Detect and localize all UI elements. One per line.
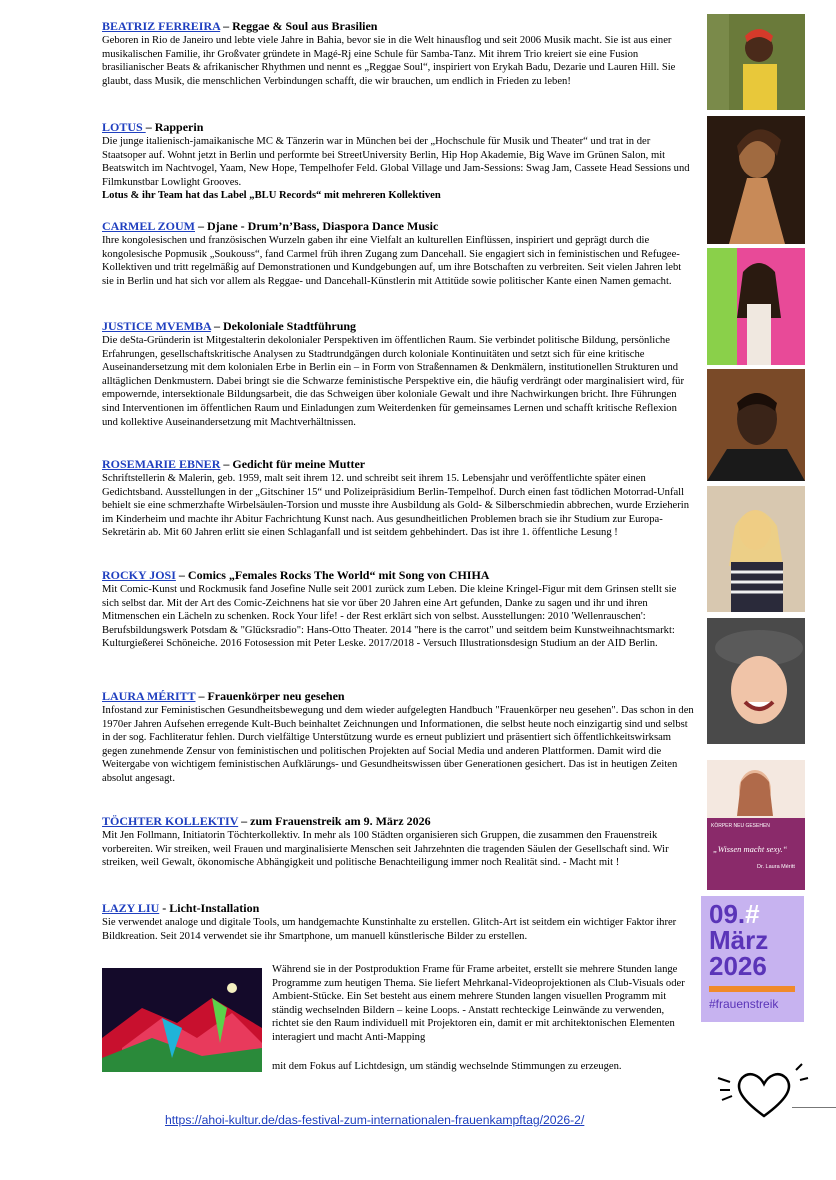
entry-text: Mit Jen Follmann, Initiatorin Töchterkollektiv. In mehr als 100 Städten organisieren sich Gruppen, die zusammen den Frauenstreik vorbereiten. Wir streiken, weil Frauen und marginalisierte Menschen seit Jahrzehnten die tragenden Säulen der Gesellschaft sind. Wir streiken, weil Gewalt, ökonomische Abhängigkeit und politische Benachteiligung immer noch Realität sind. - Macht mit ! <box>102 830 669 869</box>
artist-link[interactable]: TÖCHTER KOLLEKTIV <box>102 814 239 828</box>
entry-title: - Licht-Installation <box>159 901 260 915</box>
entry-title: – Reggae & Soul aus Brasilien <box>220 19 378 33</box>
entry-text: Mit Comic-Kunst und Rockmusik fand Josefine Nulle seit 2001 zurück zum Leben. Die kleine Kringel-Figur mit dem Grinsen stellt sie sich selbst dar. Mit der Art des Comic-Zeichnens hat sie vor über 20 Jahren eine Art gefunden, Danke zu sagen und ihr und ihren Mitmenschen ein Lächeln zu schenken. Rock Your life! - der Rest erklärt sich von selbst. Ausstellungen: 2010 'Wellenrauschen': Berufsbildungswerk Potsdam & "Glücksradio": Hans-Otto Theater. 2014 "here is the carrot" und seitdem beim Kunstweihnachtsmarkt: Kulturgießerei Schöneiche. 2016 Fotosession mit Peter Leske. 2017/2018 - Versuch Illustrationsdesign Studium an der AID Berlin. <box>102 584 677 650</box>
poster-month: März <box>709 925 769 955</box>
book-title: KÖRPER NEU GESEHEN <box>711 823 770 829</box>
entry-lazy <box>102 900 694 943</box>
entry-title: – zum Frauenstreik am 9. März 2026 <box>238 814 431 828</box>
entry-lotus <box>102 119 694 203</box>
frauenstreik-poster <box>701 896 804 1022</box>
photo-rocky <box>707 618 805 744</box>
photo-lotus <box>707 116 805 244</box>
entry-text: Infostand zur Feministischen Gesundheitsbewegung und dem wieder aufgelegten Handbuch "Frauenkörper neu gesehen". Das schon in den 1970er Jahren Aufsehen erregende Kult-Buch beinhaltet Zeichnungen und Informationen, die selbst heute noch einzigartig sind und selbst in der sog. Fachliteratur fehlen. Durch vielfältige Unterstützung wurde es erneut publiziert und präsentiert sich öffentlichkeitswirksam gegen zunehmende Zensur von feministischen und politischen Projekten auf Social Media und anderen Plattformen. Damit wird die Weitergabe von wichtigem feministischen Aufklärungs- und Gesundheitswissen über Generationen gesichert. Das ist in heutigen Zeiten absolut angesagt. <box>102 705 694 784</box>
entry-text: Sie verwendet analoge und digitale Tools, um handgemachte Kunstinhalte zu erstellen. Glitch-Art ist seitdem ein wichtiger Faktor ihrer Bildkreation. Seit 2014 verwendet sie ihr Smartphone, um manuell künstlerische Bilder zu erstellen. <box>102 917 677 942</box>
entry-title: – Frauenkörper neu gesehen <box>195 689 345 703</box>
poster-date: 09. <box>709 899 746 929</box>
entry-title: – Gedicht für meine Mutter <box>220 457 366 471</box>
artist-link[interactable]: LAZY LIU <box>102 901 160 915</box>
entry-toechter <box>102 813 694 870</box>
entry-text-bold: Lotus & ihr Team hat das Label „BLU Records“ mit mehreren Kollektiven <box>102 190 441 202</box>
artist-link[interactable]: CARMEL ZOUM <box>102 219 195 233</box>
lazy-liu-continued <box>272 1060 692 1074</box>
heart-doodle-icon <box>712 1060 812 1124</box>
entry-title: – Comics „Females Rocks The World“ mit Song von CHIHA <box>175 568 490 582</box>
entry-rocky <box>102 567 694 651</box>
entry-text: Geboren in Rio de Janeiro und lebte viele Jahre in Bahia, bevor sie in die Welt hinausflog und seit 2006 Musik macht. Sie ist aus einer musikalischen Familie, ihr Großvater gründete in Magé-Rj eine Schule für Samba-Tanz. Mit ihrem Trio kreiert sie eine Fusion brasilianischer Beats & afrikanischer Rhythmen und nennt es „Reggae Soul“, inspiriert von Erykah Badu, Dezarie und Lauren Hill. Sie glaubt, dass Musik, die menschlichen Verbindungen schafft, die wir brauchen, um endlich in Frieden zu leben! <box>102 35 676 87</box>
photo-rosemarie <box>707 486 805 612</box>
entry-text: mit dem Fokus auf Lichtdesign, um ständig wechselnde Stimmungen zu erzeugen. <box>272 1061 622 1072</box>
artist-link[interactable]: LOTUS <box>102 120 146 134</box>
entry-carmel <box>102 218 694 288</box>
poster-year: 2026 <box>709 951 767 981</box>
entry-text: Ihre kongolesischen und französischen Wurzeln gaben ihr eine Vielfalt an kulturellen Einflüssen, inspiriert und geprägt durch die kongolesische Popmusik „Soukouss“, fand Carmel früh ihren Zugang zum Dancehall. Sie engagiert sich in feministischen und Refugee-Kollektiven und tritt regelmäßig auf Demonstrationen und Kundgebungen auf, um ihre Botschaften zu verbreiten. Seit vielen Jahren lebt sie in Berlin und hat sich vor allem als Reggae- und Dancehall-Künstlerin mit Attitüde sowie politischer Kante einen Namen gemacht. <box>102 235 682 287</box>
entry-text: Die junge italienisch-jamaikanische MC & Tänzerin war in München bei der „Hochschule für Musik und Theater“ und trat in der Staatsoper auf. Wohnt jetzt in Berlin und performte bei StreetUniversity Berlin, Hip Hop Akademie, Big Wave im Grünen Salon, mit Beatswitch im Nachtvogel, Yaam, New Hope, Tempelhofer Feld. Global Village und Jam-Sessions: Swag Jam, Cassete Head Sessions und Filmkunstbar Lowlight Grooves. <box>102 136 690 188</box>
photo-justice <box>707 369 805 481</box>
artist-link[interactable]: LAURA MÉRITT <box>102 689 196 703</box>
poster-hashtag: #frauenstreik <box>709 997 779 1011</box>
divider-line <box>792 1107 836 1108</box>
entry-text: Während sie in der Postproduktion Frame für Frame arbeitet, erstellt sie mehrere Stunden lange Programme zum heutigen Thema. Sie liefert Mehrkanal-Videoprojektionen als Club-Visuals oder Ambient-Stücke. Ein Set besteht aus einem mehrere Stunden langen visuellen Programm mit ständig wechselnden Bildern – keine Loops. - Anstatt rechteckige Leinwände zu verwenden, richtet sie den Raum individuell mit Projektoren ein, damit er mit architektonischen Elementen interagiert und macht Anti-Mapping <box>272 964 685 1043</box>
entry-text: Die deSta-Gründerin ist Mitgestalterin dekolonialer Perspektiven im öffentlichen Raum. Sie verbindet politische Bildung, persönliche Erfahrungen, gesellschaftskritische Analysen zu Stadtrundgängen durch koloniale Kontinuitäten und setzt sich für eine kritische Auseinandersetzung mit dem kolonialen Erbe in Berlin ein – in Form von Straßennamen & Denkmälern, institutionellen Strukturen und alltäglichen Denkmustern. Dabei bringt sie die Schwarze feministische Perspektive ein, die häufig verdrängt oder marginalisiert wird, für empowernde, intersektionale Bildungsarbeit, die das Schweigen über koloniale Gewalt und ihre Nachwirkungen bricht. Ihre Führungen sind Interventionen im öffentlichen Raum und Einladungen zum Weiterdenken für gemeinsames Lernen und schafft kritische Reflexion und kollektive Auseinandersetzung mit Machtverhältnissen. <box>102 335 684 428</box>
light-installation-image <box>102 968 262 1072</box>
entry-beatriz <box>102 18 694 88</box>
lazy-liu-details <box>272 963 692 1045</box>
entry-laura <box>102 688 694 786</box>
artist-link[interactable]: BEATRIZ FERREIRA <box>102 19 221 33</box>
book-author: Dr. Laura Méritt <box>757 864 795 870</box>
artist-link[interactable]: ROSEMARIE EBNER <box>102 457 221 471</box>
photo-laura-book <box>707 760 805 890</box>
entry-title: – Rapperin <box>145 120 204 134</box>
entry-title: – Dekoloniale Stadtführung <box>211 319 357 333</box>
artist-link[interactable]: JUSTICE MVEMBA <box>102 319 212 333</box>
photo-beatriz <box>707 14 805 110</box>
festival-link[interactable]: https://ahoi-kultur.de/das-festival-zum-internationalen-frauenkampftag/2026-2/ <box>165 1113 585 1127</box>
poster-bar <box>709 986 795 992</box>
photo-carmel <box>707 248 805 365</box>
entry-text: Schriftstellerin & Malerin, geb. 1959, malt seit ihrem 12. und schreibt seit ihrem 15. Lebensjahr und veröffentlichte später einen Gedichtsband. Ausstellungen in der „Gitschiner 15“ und Polizeipräsidium Berlin-Tempelhof. Durch einen fast tödlichen Motorrad-Unfall behielt sie eine schmerzhafte Wirbelsäulen-Torsion und musste ihre Ausbildung als Gold- & Silberschmiedin abbrechen, wurde Erzieherin im Kinderheim und machte ihr Abitur Fachrichtung Kunst nach. Aus gesundheitlichen Problemen brach sie ihr Studium zur Europa-Sekretärin ab. Mit 60 Jahren erlitt sie einen Schlaganfall und ist seitdem gehbehindert. Das ist ihre 1. öffentliche Lesung ! <box>102 473 690 539</box>
artist-link[interactable]: ROCKY JOSI <box>102 568 176 582</box>
entry-rosemarie <box>102 456 694 540</box>
hash-icon: # <box>745 899 760 929</box>
entry-justice <box>102 318 694 429</box>
book-quote: „Wissen macht sexy.“ <box>713 844 788 854</box>
entry-title: – Djane - Drum’n’Bass, Diaspora Dance Music <box>195 219 439 233</box>
